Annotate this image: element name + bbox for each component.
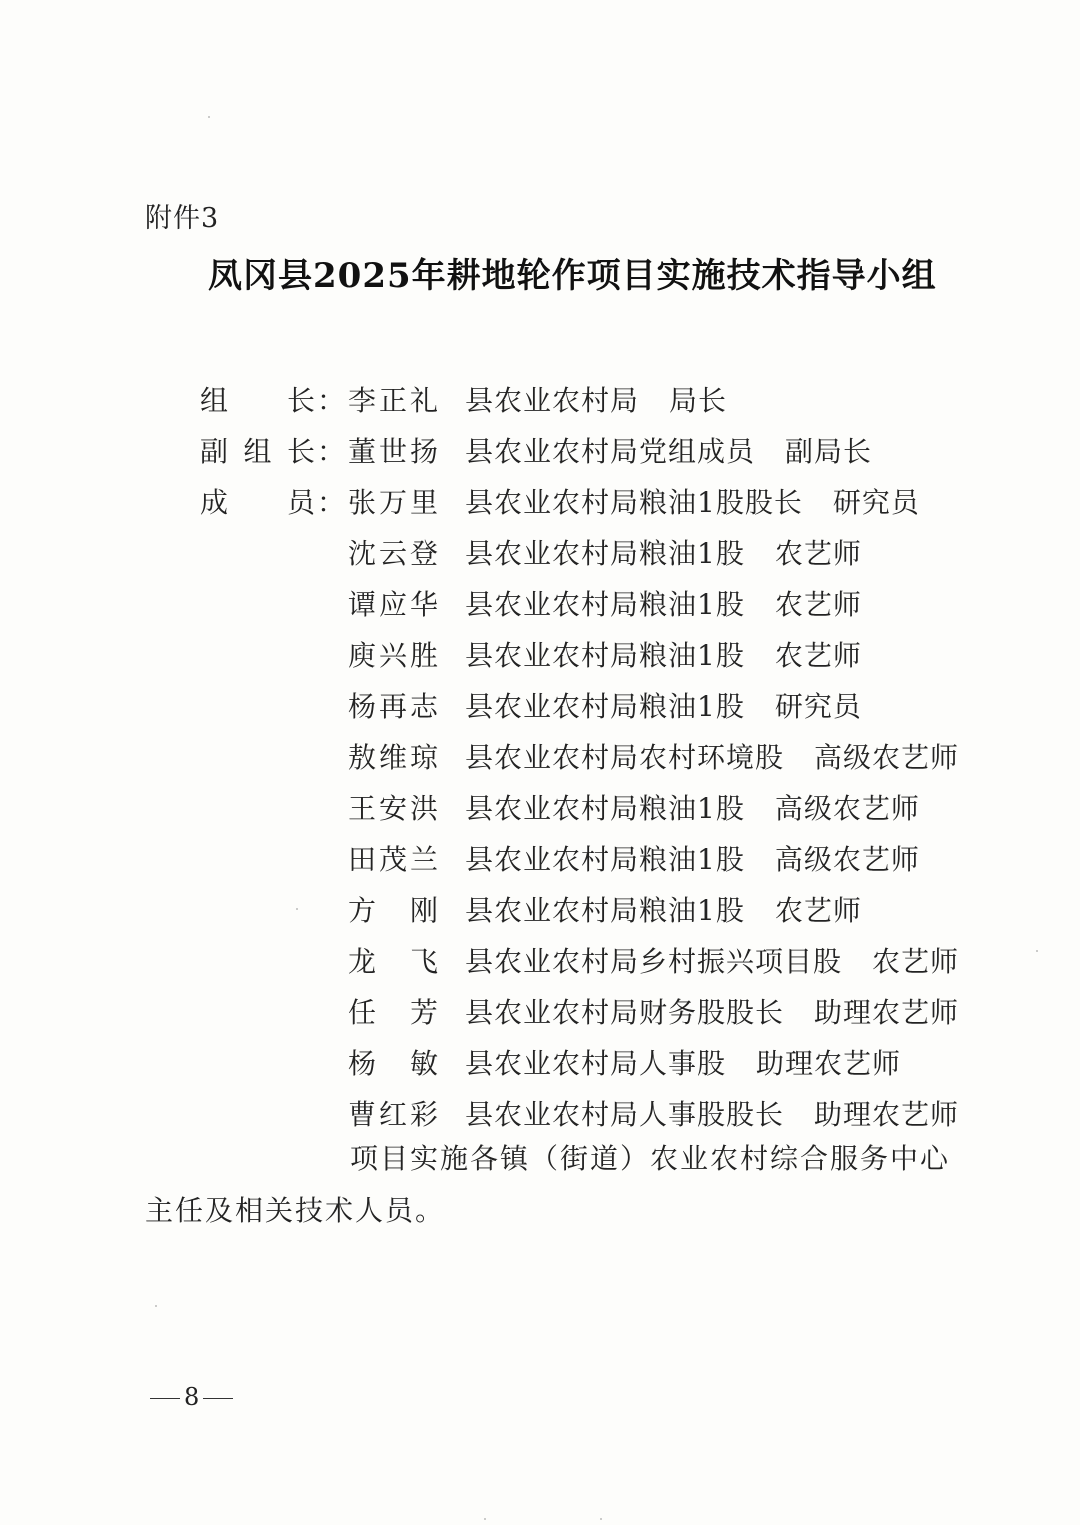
member-name: 龙飞	[348, 945, 438, 978]
member-unit-line	[465, 885, 862, 936]
member-roster	[200, 375, 980, 1140]
member-row	[200, 426, 980, 477]
member-unit-line	[465, 477, 920, 528]
member-row	[200, 375, 980, 426]
member-unit: 县农业农村局财务股股长	[465, 996, 785, 1029]
member-row	[200, 528, 980, 579]
member-row	[200, 681, 980, 732]
member-unit: 县农业农村局人事股股长	[465, 1098, 785, 1131]
member-position: 局长	[669, 384, 728, 417]
member-unit: 县农业农村局	[465, 384, 640, 417]
member-unit: 县农业农村局粮油1股	[465, 588, 745, 621]
member-row	[200, 477, 980, 528]
member-name: 董世扬	[348, 435, 438, 468]
scan-speck	[600, 1518, 602, 1520]
member-name: 曹红彩	[348, 1098, 438, 1131]
member-unit: 县农业农村局粮油1股	[465, 894, 745, 927]
member-row	[200, 1038, 980, 1089]
member-position: 农艺师	[872, 945, 960, 978]
member-name: 沈云登	[348, 537, 438, 570]
member-unit-line	[465, 834, 920, 885]
attachment-label: 附件3	[145, 203, 220, 234]
document-title: 凤冈县2025年耕地轮作项目实施技术指导小组	[208, 256, 937, 296]
page-number	[146, 1383, 237, 1411]
member-name: 杨再志	[348, 690, 438, 723]
member-name: 张万里	[348, 486, 438, 519]
member-unit: 县农业农村局粮油1股	[465, 792, 745, 825]
member-row	[200, 579, 980, 630]
member-position: 助理农艺师	[814, 996, 960, 1029]
dash-right	[203, 1398, 233, 1399]
member-row	[200, 987, 980, 1038]
member-unit-line	[465, 630, 862, 681]
member-unit: 县农业农村局粮油1股	[465, 690, 745, 723]
scan-speck	[155, 1305, 157, 1307]
member-unit-line	[465, 681, 862, 732]
member-role	[200, 426, 346, 477]
role-colon: ：	[317, 384, 346, 417]
scan-speck	[484, 1518, 486, 1520]
member-role-label: 成员	[200, 486, 315, 519]
role-colon: ：	[317, 486, 346, 519]
member-position: 助理农艺师	[756, 1047, 902, 1080]
member-row	[200, 885, 980, 936]
member-unit-line	[465, 1038, 901, 1089]
member-row	[200, 783, 980, 834]
member-position: 高级农艺师	[774, 843, 920, 876]
member-unit: 县农业农村局党组成员	[465, 435, 756, 468]
scan-speck	[208, 116, 210, 118]
member-unit-line	[465, 528, 862, 579]
member-name: 任芳	[348, 996, 438, 1029]
member-position: 高级农艺师	[774, 792, 920, 825]
member-position: 农艺师	[774, 639, 862, 672]
member-name: 方刚	[348, 894, 438, 927]
member-role-label: 副组长	[200, 435, 315, 468]
member-unit: 县农业农村局粮油1股	[465, 639, 745, 672]
dash-left	[150, 1398, 180, 1399]
member-row	[200, 834, 980, 885]
member-name: 田茂兰	[348, 843, 438, 876]
member-unit: 县农业农村局粮油1股	[465, 843, 745, 876]
member-name: 谭应华	[348, 588, 438, 621]
member-position: 研究员	[774, 690, 862, 723]
closing-note: 项目实施各镇（街道）农业农村综合服务中心主任及相关技术人员。	[145, 1142, 951, 1227]
member-row	[200, 732, 980, 783]
member-role-label: 组长	[200, 384, 315, 417]
member-position: 高级农艺师	[814, 741, 960, 774]
member-name: 敖维琼	[348, 741, 438, 774]
member-row	[200, 630, 980, 681]
member-unit: 县农业农村局粮油1股股长	[465, 486, 803, 519]
member-name: 王安洪	[348, 792, 438, 825]
member-position: 农艺师	[774, 588, 862, 621]
member-position: 助理农艺师	[814, 1098, 960, 1131]
member-unit-line	[465, 732, 959, 783]
scan-speck	[1036, 950, 1038, 952]
member-unit: 县农业农村局人事股	[465, 1047, 727, 1080]
member-name: 庾兴胜	[348, 639, 438, 672]
member-position: 研究员	[832, 486, 920, 519]
role-colon: ：	[317, 435, 346, 468]
member-unit-line	[465, 783, 920, 834]
member-unit-line	[465, 375, 727, 426]
scan-speck	[296, 908, 298, 910]
member-position: 副局长	[785, 435, 873, 468]
member-role	[200, 477, 346, 528]
member-name: 杨敏	[348, 1047, 438, 1080]
page-number-value: 8	[184, 1383, 200, 1411]
member-position: 农艺师	[774, 537, 862, 570]
member-unit: 县农业农村局乡村振兴项目股	[465, 945, 843, 978]
member-unit-line	[465, 936, 959, 987]
member-unit-line	[465, 426, 872, 477]
member-name: 李正礼	[348, 384, 438, 417]
member-row	[200, 936, 980, 987]
member-unit-line	[465, 987, 959, 1038]
member-position: 农艺师	[774, 894, 862, 927]
member-unit-line	[465, 579, 862, 630]
member-unit: 县农业农村局农村环境股	[465, 741, 785, 774]
member-role	[200, 375, 346, 426]
member-unit: 县农业农村局粮油1股	[465, 537, 745, 570]
